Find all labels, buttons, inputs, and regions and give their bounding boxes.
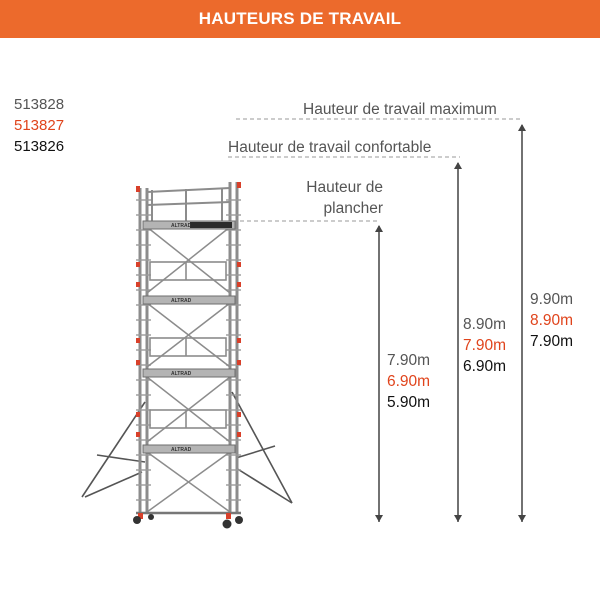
castor-wheels (133, 513, 243, 529)
value-513826: 6.90m (463, 358, 507, 375)
page-title: HAUTEURS DE TRAVAIL (198, 9, 402, 28)
value-513827: 7.90m (463, 337, 507, 354)
value-513826: 7.90m (530, 333, 574, 350)
value-513827: 6.90m (387, 373, 431, 390)
label-max-working-height: Hauteur de travail maximum (303, 101, 497, 118)
values-floor-height (387, 350, 430, 413)
value-513828: 8.90m (463, 316, 507, 333)
values-max-height (530, 289, 573, 352)
label-comfortable-working-height: Hauteur de travail confortable (228, 139, 432, 156)
value-513826: 5.90m (387, 394, 431, 411)
label-floor-line1: Hauteur de (306, 179, 383, 196)
reference-code: 513826 (14, 138, 65, 155)
value-513828: 9.90m (530, 291, 574, 308)
scaffold-platforms (143, 221, 235, 453)
label-floor-line2: plancher (323, 200, 383, 217)
brand-label: ALTRAD (171, 447, 192, 453)
value-513828: 7.90m (387, 352, 431, 369)
scaffold-tower (82, 182, 292, 529)
reference-code: 513827 (14, 117, 65, 134)
brand-label: ALTRAD (171, 223, 192, 229)
reference-code: 513828 (14, 96, 65, 113)
values-comfortable-height (463, 314, 506, 377)
value-513827: 8.90m (530, 312, 574, 329)
brand-label: ALTRAD (171, 298, 192, 304)
label-floor-height (280, 177, 383, 219)
brand-label: ALTRAD (171, 371, 192, 377)
